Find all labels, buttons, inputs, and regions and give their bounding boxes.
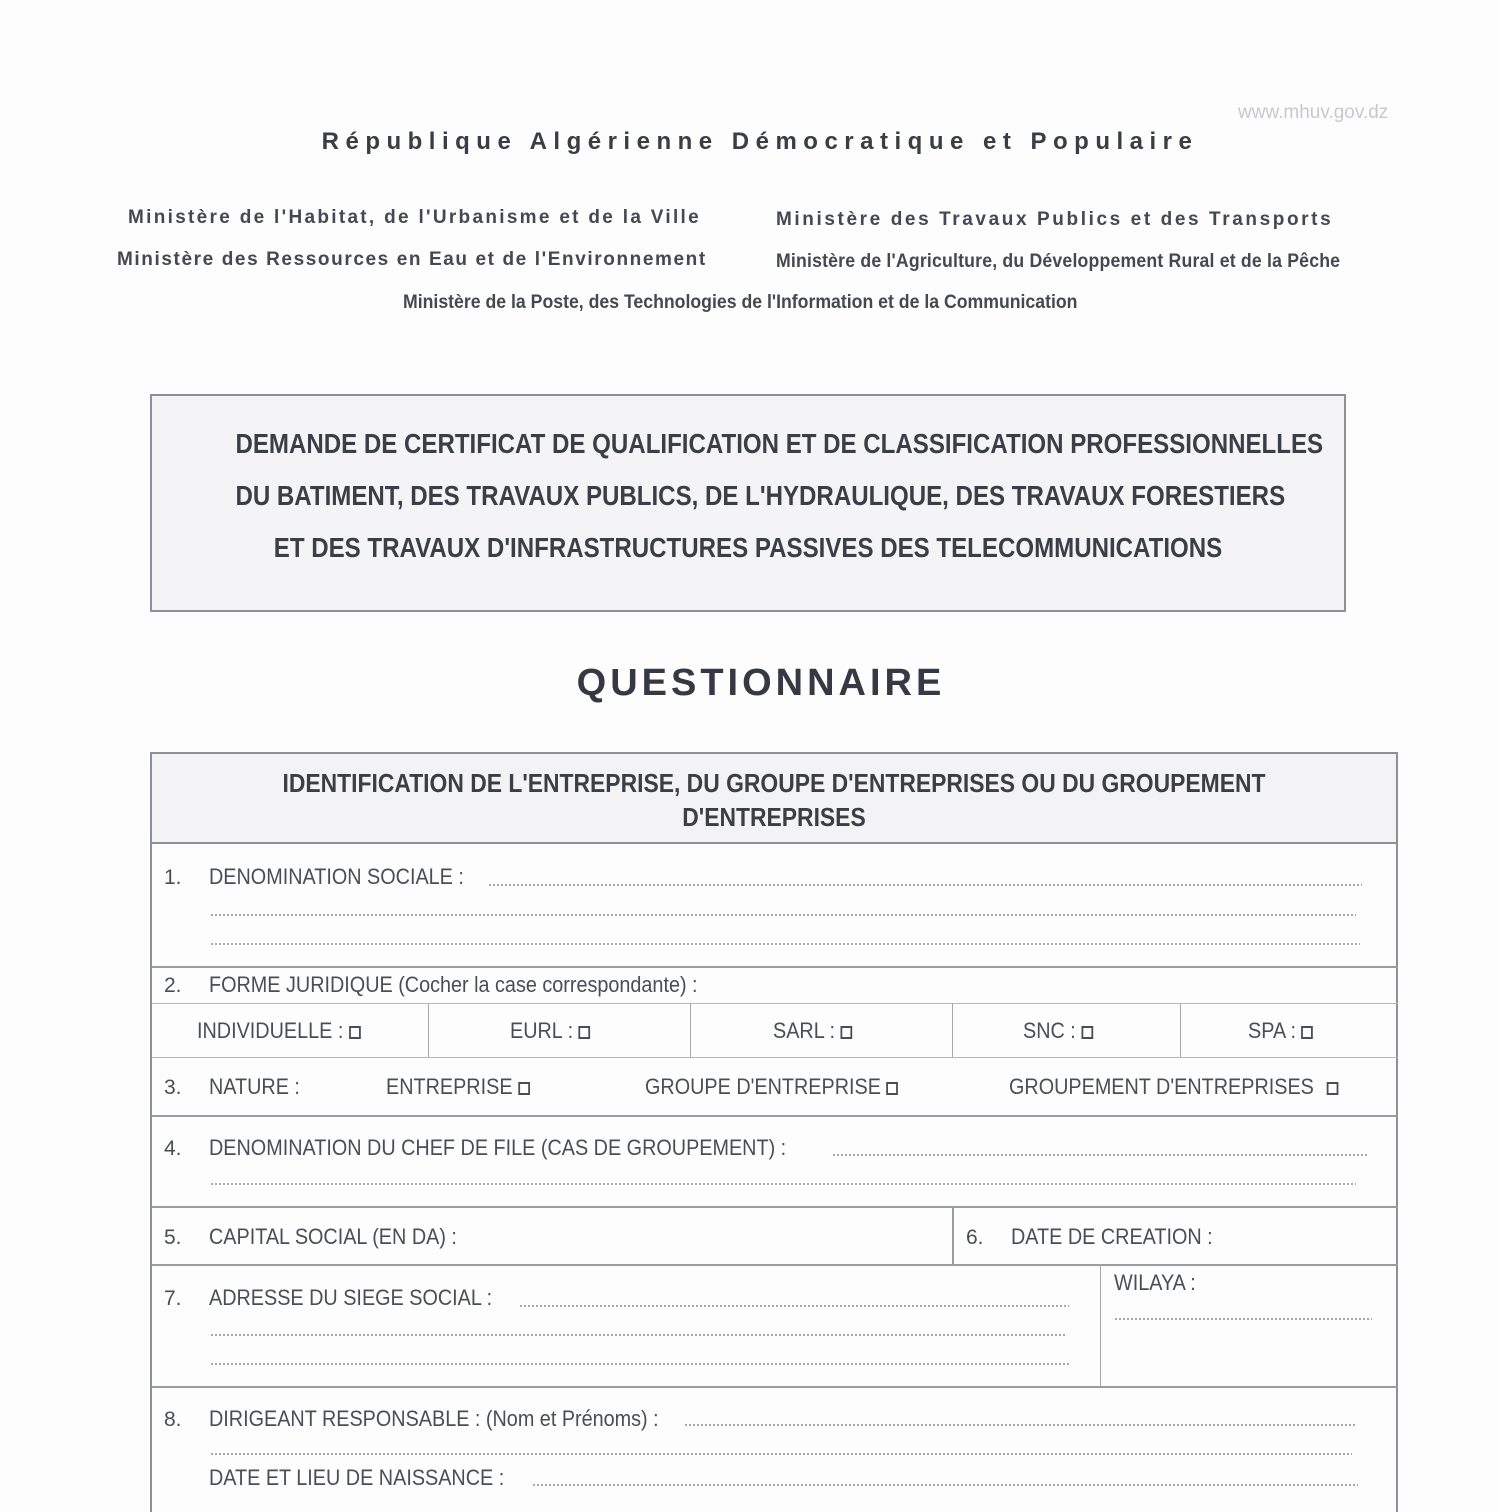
forme-snc-checkbox[interactable] bbox=[1081, 1026, 1093, 1039]
ministry-poste: Ministère de la Poste, des Technologies de l'Information et de la Communication bbox=[403, 292, 1078, 313]
field-3-label: NATURE : bbox=[209, 1074, 300, 1099]
chef-de-file-input-line-1[interactable] bbox=[832, 1154, 1368, 1156]
section-header bbox=[152, 754, 1396, 844]
field-4-label: DENOMINATION DU CHEF DE FILE (CAS DE GROUPEMENT) : bbox=[209, 1135, 787, 1160]
field-7-label: ADRESSE DU SIEGE SOCIAL : bbox=[209, 1285, 493, 1310]
field-8-label: DIRIGEANT RESPONSABLE : (Nom et Prénoms) : bbox=[209, 1406, 659, 1431]
forme-sarl-checkbox[interactable] bbox=[840, 1026, 852, 1039]
chef-de-file-input-line-2[interactable] bbox=[210, 1183, 1356, 1185]
divider bbox=[152, 1264, 1398, 1266]
divider bbox=[952, 1003, 953, 1057]
document-title-line-2: DU BATIMENT, DES TRAVAUX PUBLICS, DE L'HYDRAULIQUE, DES TRAVAUX FORESTIERS bbox=[235, 480, 1286, 511]
dirigeant-input-line-2[interactable] bbox=[210, 1453, 1352, 1455]
forme-individuelle-option[interactable] bbox=[197, 1018, 360, 1044]
divider bbox=[152, 1057, 1398, 1058]
divider bbox=[952, 1206, 954, 1265]
divider bbox=[428, 1003, 429, 1057]
field-1-number: 1. bbox=[164, 866, 182, 889]
field-2-number: 2. bbox=[164, 974, 182, 997]
denomination-sociale-input-line-1[interactable] bbox=[488, 884, 1362, 886]
document-title-line-3: ET DES TRAVAUX D'INFRASTRUCTURES PASSIVES DES TELECOMMUNICATIONS bbox=[273, 532, 1223, 563]
dirigeant-input-line-1[interactable] bbox=[684, 1424, 1356, 1426]
adresse-input-line-1[interactable] bbox=[519, 1305, 1069, 1307]
questionnaire-heading: QUESTIONNAIRE bbox=[576, 662, 946, 704]
forme-eurl-checkbox[interactable] bbox=[578, 1026, 590, 1039]
nature-entreprise-label: ENTREPRISE bbox=[386, 1074, 513, 1099]
forme-sarl-option[interactable] bbox=[773, 1018, 852, 1044]
birth-label: DATE ET LIEU DE NAISSANCE : bbox=[209, 1465, 505, 1490]
nature-groupe-option[interactable] bbox=[645, 1074, 898, 1100]
adresse-input-line-2[interactable] bbox=[210, 1334, 1066, 1336]
wilaya-input[interactable] bbox=[1114, 1318, 1372, 1320]
wilaya-label: WILAYA : bbox=[1114, 1270, 1196, 1295]
section-title-line-2: D'ENTREPRISES bbox=[682, 802, 866, 832]
divider bbox=[690, 1003, 691, 1057]
forme-sarl-label: SARL : bbox=[773, 1018, 836, 1043]
forme-eurl-option[interactable] bbox=[510, 1018, 590, 1044]
forme-spa-label: SPA : bbox=[1248, 1018, 1297, 1043]
ministry-ressources-eau: Ministère des Ressources en Eau et de l'Environnement bbox=[117, 249, 707, 270]
nature-entreprise-option[interactable] bbox=[386, 1074, 530, 1100]
forme-spa-checkbox[interactable] bbox=[1301, 1026, 1313, 1039]
forme-individuelle-label: INDIVIDUELLE : bbox=[197, 1018, 344, 1043]
divider bbox=[152, 966, 1398, 968]
denomination-sociale-input-line-3[interactable] bbox=[210, 943, 1360, 945]
nature-groupe-label: GROUPE D'ENTREPRISE bbox=[645, 1074, 881, 1099]
divider bbox=[152, 1003, 1398, 1004]
nature-groupement-checkbox[interactable] bbox=[1326, 1082, 1338, 1095]
field-2-label: FORME JURIDIQUE (Cocher la case correspondante) : bbox=[209, 972, 698, 997]
birth-date-place-input[interactable] bbox=[532, 1484, 1358, 1486]
document-title-box bbox=[150, 394, 1346, 612]
identification-form bbox=[150, 752, 1398, 1512]
forme-individuelle-checkbox[interactable] bbox=[349, 1026, 361, 1039]
forme-snc-option[interactable] bbox=[1023, 1018, 1093, 1044]
divider bbox=[152, 1206, 1398, 1208]
divider bbox=[1180, 1003, 1181, 1057]
field-5-label: CAPITAL SOCIAL (EN DA) : bbox=[209, 1224, 457, 1249]
forme-snc-label: SNC : bbox=[1023, 1018, 1076, 1043]
adresse-input-line-3[interactable] bbox=[210, 1363, 1070, 1365]
field-5-number: 5. bbox=[164, 1226, 182, 1249]
website-url: www.mhuv.gov.dz bbox=[1238, 102, 1389, 123]
republic-title: République Algérienne Démocratique et Populaire bbox=[321, 128, 1199, 155]
ministry-agriculture: Ministère de l'Agriculture, du Développement Rural et de la Pêche bbox=[776, 251, 1341, 272]
document-title-line-1: DEMANDE DE CERTIFICAT DE QUALIFICATION ET DE CLASSIFICATION PROFESSIONNELLES bbox=[235, 428, 1324, 459]
field-4-number: 4. bbox=[164, 1137, 182, 1160]
divider bbox=[152, 1386, 1398, 1388]
field-6-number: 6. bbox=[966, 1226, 984, 1249]
nature-groupement-option[interactable] bbox=[1009, 1074, 1338, 1100]
field-1-label: DENOMINATION SOCIALE : bbox=[209, 864, 464, 889]
forme-eurl-label: EURL : bbox=[510, 1018, 574, 1043]
nature-groupement-label: GROUPEMENT D'ENTREPRISES bbox=[1009, 1074, 1314, 1099]
field-3-number: 3. bbox=[164, 1076, 182, 1099]
field-6-label: DATE DE CREATION : bbox=[1011, 1224, 1213, 1249]
forme-spa-option[interactable] bbox=[1248, 1018, 1313, 1044]
divider bbox=[152, 1115, 1398, 1117]
field-7-number: 7. bbox=[164, 1287, 182, 1310]
ministry-travaux-publics: Ministère des Travaux Publics et des Transports bbox=[776, 209, 1334, 230]
section-title-line-1: IDENTIFICATION DE L'ENTREPRISE, DU GROUPE D'ENTREPRISES OU DU GROUPEMENT bbox=[282, 768, 1266, 798]
field-8-number: 8. bbox=[164, 1408, 182, 1431]
nature-entreprise-checkbox[interactable] bbox=[518, 1082, 530, 1095]
nature-groupe-checkbox[interactable] bbox=[886, 1082, 898, 1095]
denomination-sociale-input-line-2[interactable] bbox=[210, 914, 1356, 916]
divider bbox=[1100, 1264, 1101, 1386]
ministry-habitat: Ministère de l'Habitat, de l'Urbanisme et de la Ville bbox=[128, 207, 702, 228]
